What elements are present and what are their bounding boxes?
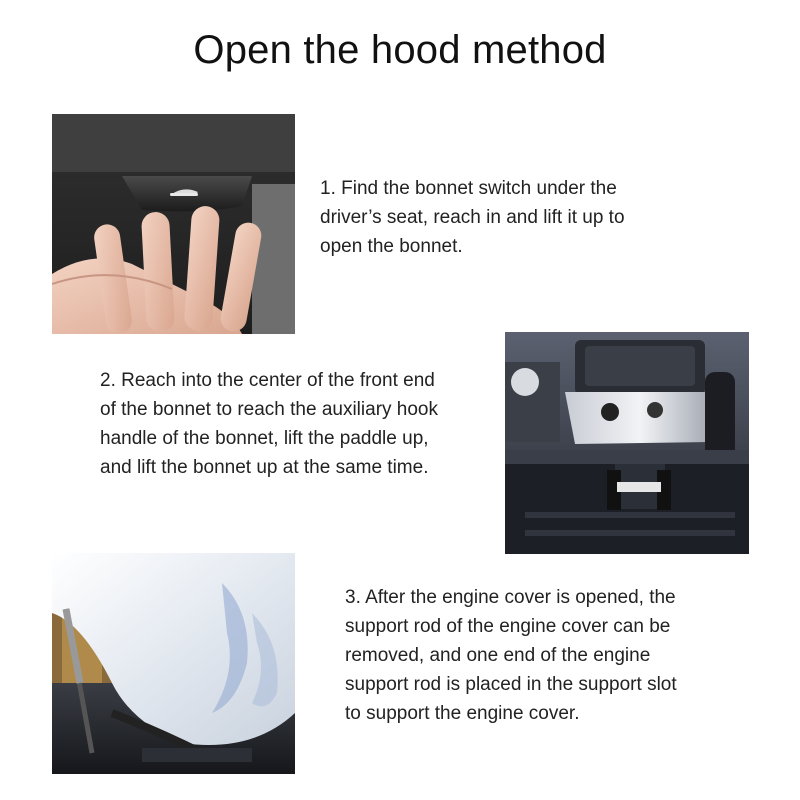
step-3-text: 3. After the engine cover is opened, the support rod of the engine cover can be removed, and one end of the engine support rod is placed in the support slot to support the engine cover. bbox=[345, 587, 677, 724]
step-1-text: 1. Find the bonnet switch under the driver’s seat, reach in and lift it up to open the bonnet. bbox=[320, 178, 625, 257]
page-title: Open the hood method bbox=[193, 28, 607, 72]
engine-bay-photo bbox=[505, 332, 749, 554]
support-rod-photo bbox=[52, 553, 295, 774]
bonnet-switch-photo bbox=[52, 114, 295, 334]
step-2-text: 2. Reach into the center of the front end of the bonnet to reach the auxiliary hook handle of the bonnet, lift the paddle up, and lift the bonnet up at the same time. bbox=[100, 370, 439, 478]
